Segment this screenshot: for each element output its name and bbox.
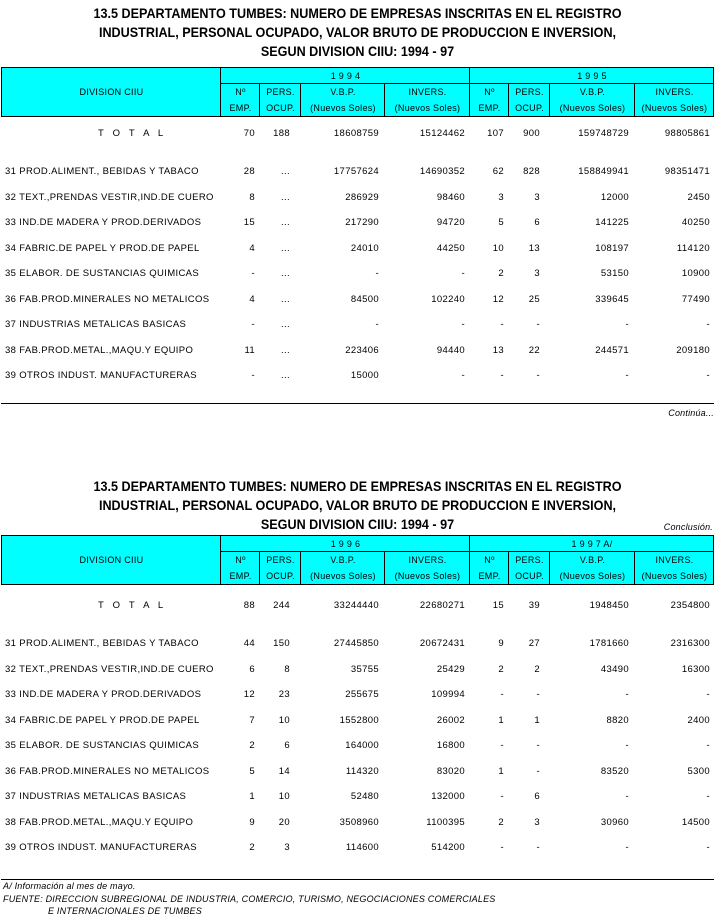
cell-value: 40250	[681, 217, 710, 228]
title-line: 13.5 DEPARTAMENTO TUMBES: NUMERO DE EMPRESAS INSCRITAS EN EL REGISTRO	[93, 478, 622, 494]
cell-value: 35755	[350, 663, 379, 675]
column-header-top: V.B.P.	[330, 87, 356, 97]
cell-value: 10	[492, 242, 504, 254]
table-row	[0, 689, 715, 703]
cell-value: -	[625, 791, 629, 802]
column-header-top: PERS.	[266, 87, 295, 97]
row-label: T O T A L	[98, 600, 167, 611]
cell-value: 114600	[345, 842, 379, 853]
table-row	[0, 192, 715, 206]
cell-value: 12	[243, 689, 255, 700]
cell-value: -	[706, 791, 710, 802]
cell-value: 2354800	[670, 600, 710, 611]
cell-value: ...	[281, 268, 290, 279]
column-header-bottom: (Nuevos Soles)	[559, 571, 626, 581]
table-row	[0, 319, 715, 333]
cell-value: -	[251, 370, 255, 381]
row-label: T O T A L	[98, 128, 167, 139]
cell-value: -	[536, 319, 540, 330]
table-row	[0, 345, 715, 359]
row-label: 33 IND.DE MADERA Y PROD.DERIVADOS	[5, 217, 202, 228]
grid-line	[549, 84, 550, 116]
cell-value: 209180	[676, 344, 710, 356]
cell-value: 3	[534, 268, 540, 279]
cell-value: 1552800	[339, 714, 379, 726]
table-row	[0, 638, 715, 652]
table-header	[1, 67, 714, 117]
cell-value: 339645	[595, 293, 629, 305]
column-header-top: Nº	[235, 87, 246, 97]
cell-value: -	[251, 268, 255, 279]
cell-value: ...	[281, 319, 290, 330]
column-header-bottom: OCUP.	[515, 103, 544, 113]
cell-value: 1781660	[589, 638, 629, 649]
row-label: 37 INDUSTRIAS METALICAS BASICAS	[5, 791, 187, 802]
cell-value: 1948450	[589, 600, 629, 611]
column-header-bottom: OCUP.	[266, 103, 295, 113]
title-line: SEGUN DIVISION CIIU: 1994 - 97	[260, 516, 455, 532]
cell-value: 18608759	[333, 128, 379, 139]
column-header-top: Nº	[235, 555, 246, 565]
source-note: E INTERNACIONALES DE TUMBES	[48, 906, 202, 916]
grid-line	[469, 68, 470, 116]
cell-value: 70	[243, 128, 255, 139]
total-row	[0, 128, 715, 142]
cell-value: 22680271	[419, 600, 465, 611]
column-header-top: V.B.P.	[579, 87, 606, 97]
cell-value: -	[500, 689, 504, 700]
cell-value: 12000	[600, 191, 629, 203]
column-header-bottom: (Nuevos Soles)	[641, 103, 708, 113]
table-row	[0, 817, 715, 831]
cell-value: 1	[534, 714, 540, 726]
year-header: 1 9 9 5	[577, 71, 607, 81]
cell-value: 14	[278, 765, 290, 777]
title-line: 13.5 DEPARTAMENTO TUMBES: NUMERO DE EMPRESAS INSCRITAS EN EL REGISTRO	[93, 5, 622, 21]
title-line: SEGUN DIVISION CIIU: 1994 - 97	[260, 43, 455, 59]
cell-value: 3	[534, 816, 540, 828]
cell-value: 30960	[600, 816, 629, 828]
cell-value: ...	[281, 217, 290, 228]
cell-value: 24010	[350, 242, 379, 254]
cell-value: ...	[281, 166, 290, 177]
grid-line	[549, 552, 550, 584]
grid-line	[634, 552, 635, 584]
table-row	[0, 740, 715, 754]
cell-value: 2	[498, 816, 504, 828]
cell-value: 3	[534, 191, 540, 203]
table-row	[0, 842, 715, 856]
cell-value: 7	[249, 714, 255, 726]
row-label: 37 INDUSTRIAS METALICAS BASICAS	[5, 319, 187, 330]
cell-value: 102240	[431, 293, 465, 305]
row-label: 34 FABRIC.DE PAPEL Y PROD.DE PAPEL	[5, 714, 200, 726]
row-label: 38 FAB.PROD.METAL.,MAQU.Y EQUIPO	[5, 816, 194, 828]
cell-value: 94720	[436, 217, 465, 228]
cell-value: 2	[498, 663, 504, 675]
cell-value: -	[706, 740, 710, 751]
row-label: 33 IND.DE MADERA Y PROD.DERIVADOS	[5, 689, 202, 700]
cell-value: 114120	[676, 242, 710, 254]
row-label: 32 TEXT.,PRENDAS VESTIR,IND.DE CUERO	[5, 663, 214, 675]
cell-value: -	[625, 689, 629, 700]
cell-value: -	[536, 765, 540, 777]
cell-value: 159748729	[578, 128, 629, 139]
cell-value: 25	[528, 293, 540, 305]
cell-value: 62	[492, 166, 504, 177]
cell-value: 84500	[350, 293, 379, 305]
cell-value: 150	[273, 638, 290, 649]
cell-value: 3508960	[339, 816, 379, 828]
cell-value: 52480	[350, 791, 379, 802]
cell-value: 6	[249, 663, 255, 675]
column-header-bottom: OCUP.	[515, 571, 544, 581]
cell-value: 94440	[436, 344, 465, 356]
year-header: 1 9 9 7 A/	[571, 539, 613, 549]
row-label: 39 OTROS INDUST. MANUFACTURERAS	[5, 842, 197, 853]
row-label: 32 TEXT.,PRENDAS VESTIR,IND.DE CUERO	[5, 191, 214, 203]
cell-value: -	[625, 740, 629, 751]
division-ciiu-header: DIVISION CIIU	[79, 555, 144, 565]
cell-value: 98351471	[664, 166, 710, 177]
column-header-top: Nº	[484, 87, 495, 97]
row-label: 35 ELABOR. DE SUSTANCIAS QUIMICAS	[5, 740, 200, 751]
column-header-bottom: (Nuevos Soles)	[310, 571, 376, 581]
column-header-top: PERS.	[266, 555, 295, 565]
cell-value: 15	[243, 217, 255, 228]
cell-value: 109994	[431, 689, 465, 700]
cell-value: 9	[498, 638, 504, 649]
cell-value: 2	[249, 842, 255, 853]
cell-value: -	[706, 370, 710, 381]
cell-value: 6	[534, 217, 540, 228]
grid-line	[300, 84, 301, 116]
cell-value: 8	[249, 191, 255, 203]
cell-value: -	[625, 370, 629, 381]
cell-value: 44	[243, 638, 255, 649]
cell-value: 26002	[436, 714, 465, 726]
cell-value: 17757624	[333, 166, 379, 177]
cell-value: 5300	[687, 765, 710, 777]
cell-value: 13	[492, 344, 504, 356]
column-header-bottom: EMP.	[478, 103, 501, 113]
grid-line	[220, 68, 221, 116]
cell-value: -	[500, 370, 504, 381]
column-header-bottom: (Nuevos Soles)	[310, 103, 376, 113]
cell-value: ...	[281, 370, 290, 381]
row-label: 36 FAB.PROD.MINERALES NO METALICOS	[5, 293, 210, 305]
cell-value: 1	[249, 791, 255, 802]
row-label: 35 ELABOR. DE SUSTANCIAS QUIMICAS	[5, 268, 200, 279]
cell-value: ...	[281, 242, 290, 254]
cell-value: 1100395	[426, 816, 465, 828]
table-bottom-rule	[1, 879, 714, 880]
cell-value: -	[500, 319, 504, 330]
total-row	[0, 600, 715, 614]
table-header	[1, 535, 714, 585]
cell-value: 98460	[436, 191, 465, 203]
cell-value: 16800	[436, 740, 465, 751]
cell-value: 77490	[681, 293, 710, 305]
table-row	[0, 715, 715, 729]
grid-line	[259, 84, 260, 116]
cell-value: 4	[249, 293, 255, 305]
cell-value: -	[536, 689, 540, 700]
cell-value: 20	[278, 816, 290, 828]
cell-value: 158849941	[578, 166, 629, 177]
cell-value: 2450	[687, 191, 710, 203]
cell-value: 27	[528, 638, 540, 649]
cell-value: 2	[534, 663, 540, 675]
continues-note: Continúa...	[668, 408, 714, 418]
column-header-bottom: EMP.	[478, 571, 501, 581]
cell-value: 11	[244, 344, 255, 356]
cell-value: -	[251, 319, 255, 330]
grid-line	[220, 536, 221, 584]
year-header: 1 9 9 4	[330, 71, 361, 81]
table-row	[0, 166, 715, 180]
column-header-top: V.B.P.	[330, 555, 356, 565]
cell-value: 44250	[436, 242, 465, 254]
table-row	[0, 664, 715, 678]
cell-value: 15000	[350, 370, 379, 381]
grid-line	[508, 552, 509, 584]
cell-value: -	[536, 740, 540, 751]
cell-value: 3	[284, 842, 290, 853]
column-header-bottom: EMP.	[229, 571, 252, 581]
row-label: 34 FABRIC.DE PAPEL Y PROD.DE PAPEL	[5, 242, 200, 254]
cell-value: 132000	[431, 791, 465, 802]
table-title	[36, 477, 680, 534]
cell-value: -	[706, 842, 710, 853]
cell-value: 39	[528, 600, 540, 611]
cell-value: -	[500, 791, 504, 802]
table-row	[0, 268, 715, 282]
cell-value: 23	[278, 689, 290, 700]
grid-line	[300, 552, 301, 584]
column-header-top: INVERS.	[408, 87, 447, 97]
cell-value: 107	[487, 128, 504, 139]
cell-value: 33244440	[333, 600, 379, 611]
cell-value: 28	[243, 166, 255, 177]
cell-value: -	[500, 842, 504, 853]
grid-line	[634, 84, 635, 116]
grid-line	[469, 536, 470, 584]
cell-value: 4	[249, 242, 255, 254]
cell-value: -	[461, 268, 465, 279]
column-header-top: INVERS.	[655, 555, 694, 565]
column-header-bottom: (Nuevos Soles)	[559, 103, 626, 113]
source-note: FUENTE: DIRECCION SUBREGIONAL DE INDUSTRIA, COMERCIO, TURISMO, NEGOCIACIONES COMERCIALES	[3, 894, 496, 904]
cell-value: 5	[498, 217, 504, 228]
row-label: 31 PROD.ALIMENT., BEBIDAS Y TABACO	[5, 166, 199, 177]
row-label: 38 FAB.PROD.METAL.,MAQU.Y EQUIPO	[5, 344, 194, 356]
grid-line	[259, 552, 260, 584]
cell-value: -	[625, 319, 629, 330]
cell-value: 6	[284, 740, 290, 751]
cell-value: ...	[281, 344, 290, 356]
column-header-top: Nº	[484, 555, 495, 565]
cell-value: 98805861	[664, 128, 710, 139]
cell-value: 164000	[345, 740, 379, 751]
table-row	[0, 370, 715, 384]
cell-value: 2400	[687, 714, 710, 726]
table-row	[0, 243, 715, 257]
cell-value: 83020	[436, 765, 465, 777]
cell-value: 108197	[595, 242, 629, 254]
cell-value: 6	[534, 791, 540, 802]
cell-value: 14690352	[419, 166, 465, 177]
cell-value: 217290	[345, 217, 379, 228]
cell-value: 25429	[436, 663, 465, 675]
cell-value: 2316300	[670, 638, 710, 649]
table-title	[36, 4, 680, 61]
cell-value: 16300	[681, 663, 710, 675]
grid-line	[384, 552, 385, 584]
column-header-bottom: EMP.	[229, 103, 252, 113]
cell-value: 255675	[345, 689, 379, 700]
cell-value: 2	[498, 268, 504, 279]
conclusion-note: Conclusión.	[663, 522, 713, 532]
table-row	[0, 217, 715, 231]
cell-value: 114320	[345, 765, 379, 777]
cell-value: 1	[498, 714, 504, 726]
cell-value: 43490	[600, 663, 629, 675]
cell-value: 10900	[681, 268, 710, 279]
row-label: 39 OTROS INDUST. MANUFACTURERAS	[5, 370, 197, 381]
cell-value: 828	[523, 166, 540, 177]
column-header-top: PERS.	[515, 555, 544, 565]
cell-value: 13	[528, 242, 540, 254]
cell-value: -	[461, 319, 465, 330]
cell-value: 20672431	[419, 638, 465, 649]
year-header: 1 9 9 6	[330, 539, 361, 549]
cell-value: 83520	[600, 765, 629, 777]
cell-value: 900	[523, 128, 540, 139]
grid-line	[220, 83, 713, 84]
cell-value: 223406	[345, 344, 379, 356]
grid-line	[384, 84, 385, 116]
cell-value: 14500	[681, 816, 710, 828]
cell-value: 3	[498, 191, 504, 203]
title-line: INDUSTRIAL, PERSONAL OCUPADO, VALOR BRUTO DE PRODUCCION E INVERSION,	[98, 24, 617, 40]
cell-value: -	[536, 842, 540, 853]
cell-value: 10	[278, 714, 290, 726]
row-label: 36 FAB.PROD.MINERALES NO METALICOS	[5, 765, 210, 777]
column-header-bottom: (Nuevos Soles)	[394, 571, 461, 581]
cell-value: -	[625, 842, 629, 853]
row-label: 31 PROD.ALIMENT., BEBIDAS Y TABACO	[5, 638, 199, 649]
table-row	[0, 791, 715, 805]
cell-value: 9	[249, 816, 255, 828]
table-row	[0, 294, 715, 308]
table-row	[0, 766, 715, 780]
cell-value: -	[375, 268, 379, 279]
cell-value: 27445850	[333, 638, 379, 649]
grid-line	[220, 551, 713, 552]
column-header-top: V.B.P.	[579, 555, 606, 565]
title-line: INDUSTRIAL, PERSONAL OCUPADO, VALOR BRUTO DE PRODUCCION E INVERSION,	[98, 497, 617, 513]
grid-line	[508, 84, 509, 116]
cell-value: 514200	[431, 842, 465, 853]
cell-value: 8820	[606, 714, 629, 726]
cell-value: 188	[273, 128, 290, 139]
cell-value: 5	[249, 765, 255, 777]
cell-value: 1	[498, 765, 504, 777]
cell-value: 141225	[595, 217, 629, 228]
cell-value: 10	[278, 791, 290, 802]
cell-value: -	[375, 319, 379, 330]
cell-value: 286929	[345, 191, 379, 203]
table-bottom-rule	[1, 403, 714, 404]
cell-value: 53150	[600, 268, 629, 279]
column-header-top: INVERS.	[408, 555, 447, 565]
cell-value: 15124462	[419, 128, 465, 139]
cell-value: 2	[249, 740, 255, 751]
cell-value: -	[461, 370, 465, 381]
footnote: A/ Información al mes de mayo.	[3, 881, 136, 891]
cell-value: -	[500, 740, 504, 751]
cell-value: -	[706, 319, 710, 330]
division-ciiu-header: DIVISION CIIU	[79, 87, 144, 97]
cell-value: 244	[273, 600, 290, 611]
cell-value: -	[706, 689, 710, 700]
column-header-top: PERS.	[515, 87, 544, 97]
cell-value: 22	[528, 344, 540, 356]
column-header-bottom: (Nuevos Soles)	[394, 103, 461, 113]
column-header-bottom: (Nuevos Soles)	[641, 571, 708, 581]
cell-value: 244571	[595, 344, 629, 356]
cell-value: 12	[492, 293, 504, 305]
cell-value: -	[536, 370, 540, 381]
column-header-top: INVERS.	[655, 87, 694, 97]
cell-value: ...	[281, 293, 290, 305]
cell-value: 88	[243, 600, 255, 611]
cell-value: 8	[284, 663, 290, 675]
cell-value: ...	[281, 191, 290, 203]
cell-value: 15	[492, 600, 504, 611]
column-header-bottom: OCUP.	[266, 571, 295, 581]
